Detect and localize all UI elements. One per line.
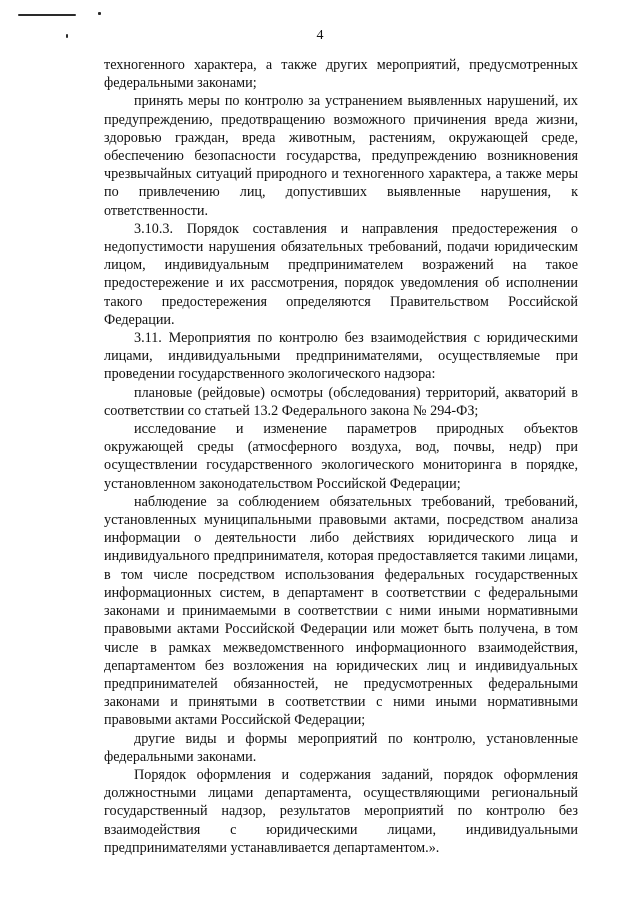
paragraph-3-11: 3.11. Мероприятия по контролю без взаимодействия с юридическими лицами, индивидуальными предпринимателями, осуществляемые при проведении государственного экологического надзора: [104, 330, 578, 383]
page-number: 4 [316, 28, 324, 43]
paragraph-3-10-3: 3.10.3. Порядок составления и направления предостережения о недопустимости нарушения обязательных требований, подачи юридическим лицом, индивидуальным предпринимателем возражений на такое предостережение и их рассмотрения, порядок уведомления об исполнении такого предостережения определяются Правительством Российской Федерации. [104, 220, 578, 328]
scan-artifact-dot [98, 12, 101, 15]
document-body [104, 56, 578, 857]
paragraph-continuation: техногенного характера, а также других мероприятий, предусмотренных федеральными законами; [104, 57, 578, 92]
paragraph-measures: принять меры по контролю за устранением выявленных нарушений, их предупреждению, предотвращению возможного причинения вреда жизни, здоровью граждан, вреда животным, растениям, окружающей среде, обеспечению безопасности государства, предупреждению возникновения чрезвычайных ситуаций природного и техногенного характера, а также меры по привлечению лиц, допустивших выявленные нарушения, к ответственности. [104, 93, 578, 219]
scan-artifact-line [18, 14, 76, 16]
list-item-observation: наблюдение за соблюдением обязательных требований, требований, установленных муниципальными правовыми актами, посредством анализа информации о деятельности либо действиях юридического лица и индивидуального предпринимателя, которая предоставляется такими лицами, в том числе посредством использования федеральных государственных информационных систем, в департамент в соответствии с федеральными законами и принимаемыми в соответствии с ними иными нормативными правовыми актами Российской Федерации или может быть получена, в том числе в рамках межведомственного информационного взаимодействия, департаментом без возложения на юридических лиц и индивидуальных предпринимателей обязанностей, не предусмотренных федеральными законами и принятыми в соответствии с ними иными нормативными правовыми актами Российской Федерации; [104, 493, 578, 729]
paragraph-procedure: Порядок оформления и содержания заданий, порядок оформления должностными лицами департамента, осуществляющими региональный государственный надзор, результатов мероприятий по контролю без взаимодействия с юридическими лицами, индивидуальными предпринимателями устанавливается департаментом.». [104, 766, 578, 856]
list-item-research: исследование и изменение параметров природных объектов окружающей среды (атмосферного воздуха, вод, почвы, недр) при осуществлении государственного экологического мониторинга в порядке, установленном законодательством Российской Федерации; [104, 421, 578, 492]
list-item-other-forms: другие виды и формы мероприятий по контролю, установленные федеральными законами. [104, 730, 578, 765]
list-item-inspections: плановые (рейдовые) осмотры (обследования) территорий, акваторий в соответствии со статьей 13.2 Федерального закона № 294-ФЗ; [104, 384, 578, 419]
